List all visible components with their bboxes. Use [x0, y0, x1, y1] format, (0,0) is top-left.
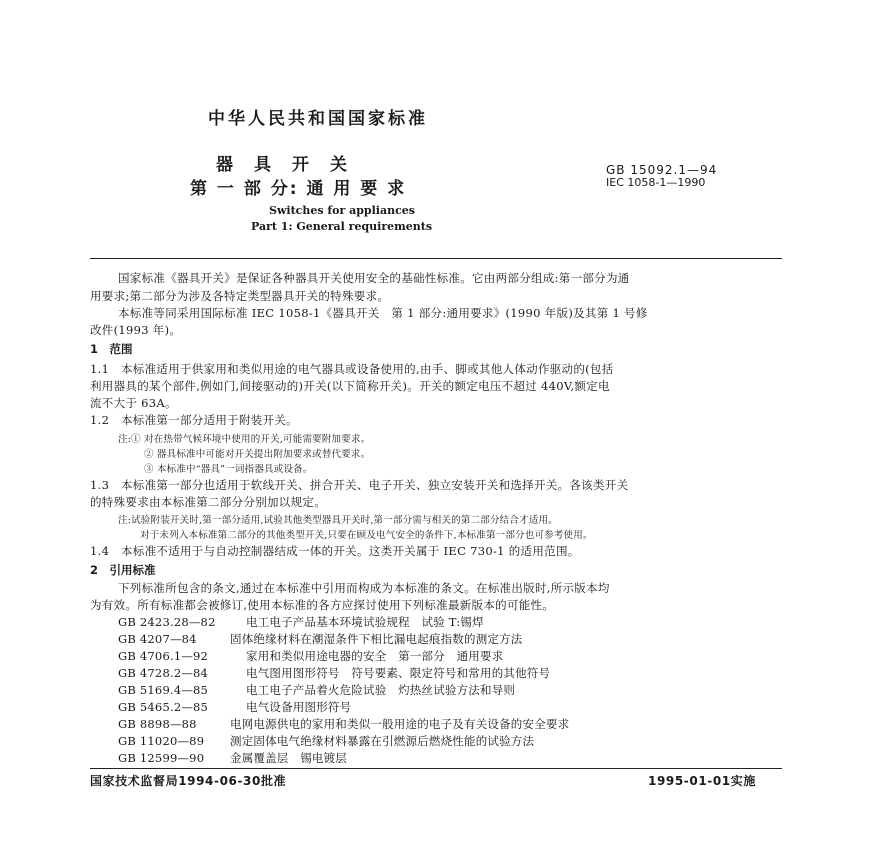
clause-1-3-line-1: 1.3 本标准第一部分也适用于软线开关、拼合开关、电子开关、独立安装开关和选择开关。各该类开关: [90, 478, 629, 492]
reference-title: 电气图用图形符号 符号要素、限定符号和常用的其他符号: [246, 666, 551, 680]
reference-code: GB 4706.1—92: [118, 649, 209, 663]
national-standard-heading: 中华人民共和国国家标准: [208, 109, 428, 129]
note-1: 注:① 对在热带气候环境中使用的开关,可能需要附加要求。: [118, 434, 371, 445]
reference-item: [118, 733, 534, 749]
note-2: ② 器具标准中可能对开关提出附加要求或替代要求。: [144, 449, 371, 460]
section-2-intro-line-2: 为有效。所有标准都会被修订,使用本标准的各方应探讨使用下列标准最新版本的可能性。: [90, 598, 555, 612]
header-divider: [90, 258, 782, 259]
reference-title: 测定固体电气绝缘材料暴露在引燃源后燃烧性能的试验方法: [230, 734, 535, 748]
reference-item: [118, 699, 351, 715]
approval-date: 国家技术监督局1994-06-30批准: [90, 774, 287, 788]
reference-item: [118, 682, 515, 698]
intro-paragraph-1-line-2: 用要求;第二部分为涉及各特定类型器具开关的特殊要求。: [90, 289, 390, 303]
title-cn-line-2: 第 一 部 分: 通 用 要 求: [190, 179, 407, 199]
clause-1-1-line-3: 流不大于 63A。: [90, 396, 177, 410]
section-2-intro-line-1: 下列标准所包含的条文,通过在本标准中引用而构成为本标准的条文。在标准出版时,所示版本均: [118, 581, 610, 595]
clause-1-2: 1.2 本标准第一部分适用于附装开关。: [90, 413, 298, 427]
intro-paragraph-1-line-1: 国家标准《器具开关》是保证各种器具开关使用安全的基础性标准。它由两部分组成:第一部分为通: [118, 271, 630, 285]
reference-item: [118, 648, 503, 664]
title-cn-line-1: 器 具 开 关: [216, 155, 349, 175]
reference-code: GB 2423.28—82: [118, 615, 216, 629]
iec-standard-code: IEC 1058-1—1990: [606, 176, 706, 189]
reference-item: [118, 750, 347, 766]
note-3: ③ 本标准中“器具”一词指器具或设备。: [144, 464, 313, 475]
reference-title: 电工电子产品着火危险试验 灼热丝试验方法和导则: [246, 683, 516, 697]
reference-code: GB 4728.2—84: [118, 666, 209, 680]
section-2-heading: 2 引用标准: [90, 563, 156, 577]
section-1-heading: 1 范围: [90, 342, 133, 356]
intro-paragraph-2-line-1: 本标准等同采用国际标准 IEC 1058-1《器具开关 第 1 部分:通用要求》(1990 年版)及其第 1 号修: [118, 306, 648, 320]
effective-date: 1995-01-01实施: [648, 774, 756, 788]
reference-item: [118, 716, 569, 732]
reference-code: GB 8898—88: [118, 717, 197, 731]
reference-title: 电网电源供电的家用和类似一般用途的电子及有关设备的安全要求: [230, 717, 570, 731]
footer-divider: [90, 768, 782, 769]
intro-paragraph-2-line-2: 改件(1993 年)。: [90, 323, 182, 337]
clause-1-1-line-2: 利用器具的某个部件,例如门,间接驱动的)开关(以下简称开关)。开关的额定电压不超过 440V,额定电: [90, 379, 610, 393]
clause-1-3-line-2: 的特殊要求由本标准第二部分分别加以规定。: [90, 495, 326, 509]
reference-title: 金属覆盖层 锡电镀层: [230, 751, 347, 765]
gb-standard-code: GB 15092.1—94: [606, 163, 718, 177]
note-4: 注:试验附装开关时,第一部分适用,试验其他类型器具开关时,第一部分需与相关的第二部分结合才适用。: [118, 515, 558, 526]
title-en-line-1: Switches for appliances: [269, 204, 415, 217]
reference-code: GB 5169.4—85: [118, 683, 209, 697]
reference-title: 电气设备用图形符号: [246, 700, 352, 714]
reference-code: GB 4207—84: [118, 632, 197, 646]
reference-title: 家用和类似用途电器的安全 第一部分 通用要求: [246, 649, 504, 663]
clause-1-1-line-1: 1.1 本标准适用于供家用和类似用途的电气器具或设备使用的,由手、脚或其他人体动作驱动的(包括: [90, 362, 614, 376]
reference-code: GB 11020—89: [118, 734, 205, 748]
reference-title: 固体绝缘材料在潮湿条件下相比漏电起痕指数的测定方法: [230, 632, 523, 646]
title-en-line-2: Part 1: General requirements: [251, 220, 433, 233]
reference-item: [118, 665, 550, 681]
reference-item: [118, 614, 484, 630]
note-5: 对于未列入本标准第二部分的其他类型开关,只要在顾及电气安全的条件下,本标准第一部分也可参考使用。: [140, 530, 593, 541]
reference-code: GB 5465.2—85: [118, 700, 209, 714]
reference-code: GB 12599—90: [118, 751, 205, 765]
clause-1-4: 1.4 本标准不适用于与自动控制器结成一体的开关。这类开关属于 IEC 730-1 的适用范围。: [90, 544, 580, 558]
reference-item: [118, 631, 523, 647]
reference-title: 电工电子产品基本环境试验规程 试验 T:锡焊: [246, 615, 484, 629]
